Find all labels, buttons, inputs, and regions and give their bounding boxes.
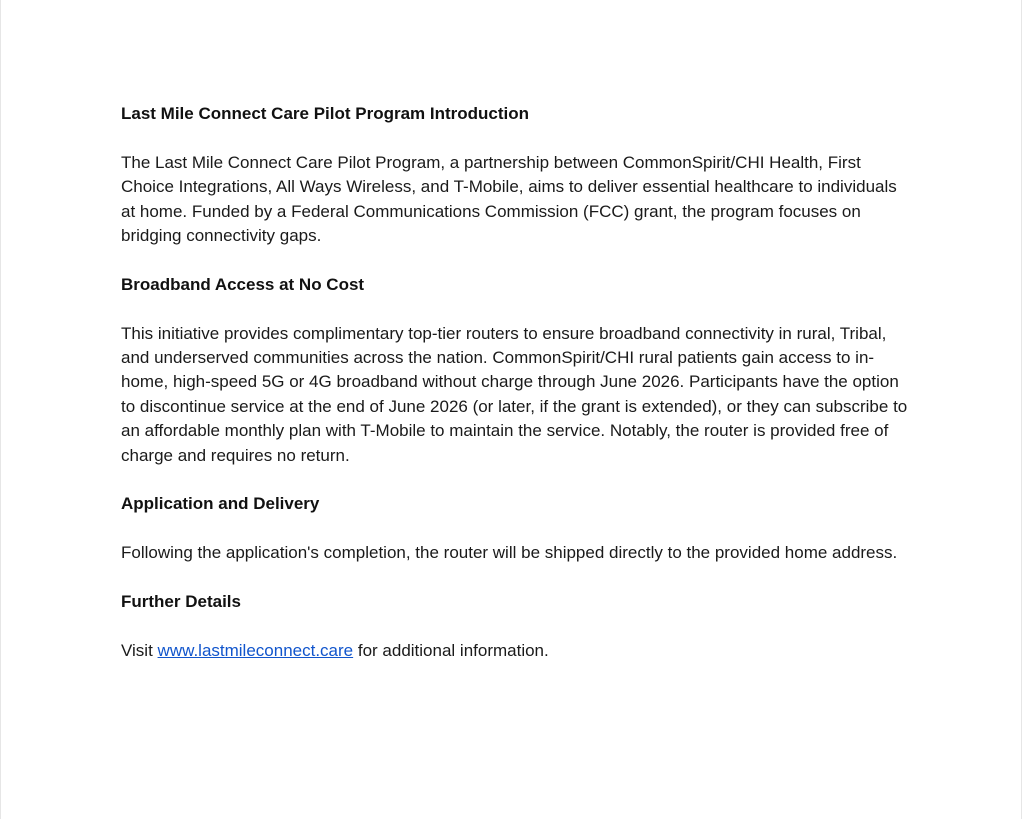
section-heading-application: Application and Delivery (121, 494, 320, 514)
section-heading-introduction: Last Mile Connect Care Pilot Program Introduction (121, 104, 530, 123)
document-content (121, 102, 911, 688)
section-body-application: Following the application's completion, the router will be shipped directly to the provided home address. (121, 543, 898, 563)
section-heading-further-details: Further Details (121, 592, 241, 612)
section-body-further-details (121, 639, 911, 663)
section-body-broadband: This initiative provides complimentary top-tier routers to ensure broadband connectivity in rural, Tribal, and underserved communities across the nation. CommonSpirit/CHI rural patients gain access to in-home, high-speed 5G or 4G broadband without charge through June 2026. Participants have the option to discontinue service at the end of June 2026 (or later, if the grant is extended), or they can subscribe to an affordable monthly plan with T-Mobile to maintain the service. Notably, the router is provided free of charge and requires no return. (121, 323, 908, 465)
section-body-introduction: The Last Mile Connect Care Pilot Program, a partnership between CommonSpirit/CHI Health, First Choice Integrations, All Ways Wireless, and T-Mobile, aims to deliver essential healthcare to individuals at home. Funded by a Federal Communications Commission (FCC) grant, the program focuses on bridging connectivity gaps. (121, 152, 897, 246)
website-link[interactable]: www.lastmileconnect.care (157, 640, 354, 660)
section-heading-broadband: Broadband Access at No Cost (121, 274, 365, 294)
further-details-prefix: Visit (121, 640, 158, 660)
further-details-suffix: for additional information. (353, 640, 549, 660)
